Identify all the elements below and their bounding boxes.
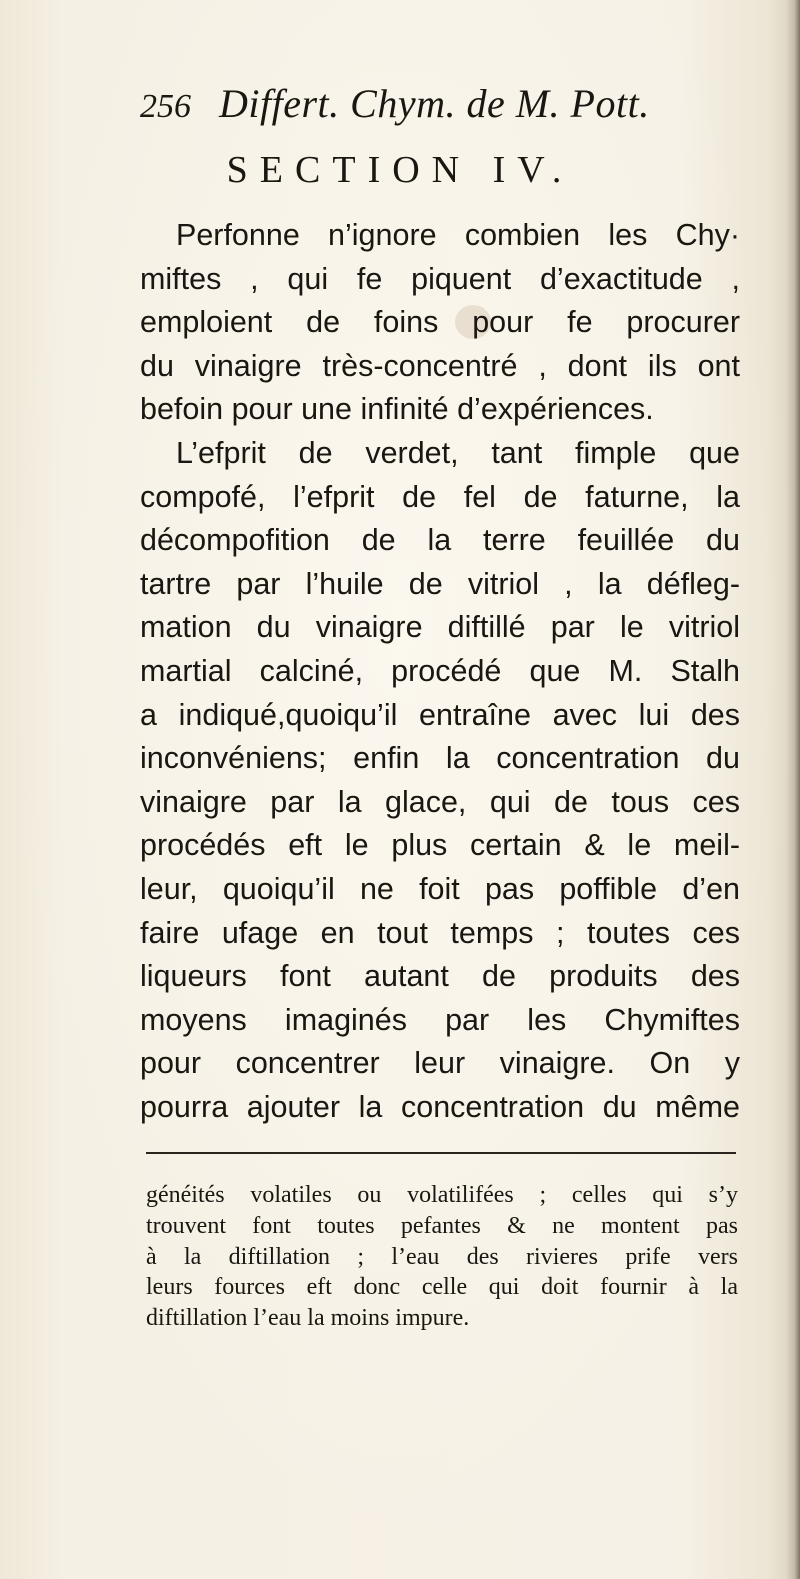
page-edge-shadow: [786, 0, 800, 1579]
body-line: faire ufage en tout temps ; toutes ces: [140, 915, 740, 950]
body-line: a indiqué,quoiqu’il entraîne avec lui des: [140, 697, 740, 732]
body-line: vinaigre par la glace, qui de tous ces: [140, 784, 740, 819]
body-line: moyens imaginés par les Chymiftes: [140, 1002, 740, 1037]
body-line: martial calciné, procédé que M. Stalh: [140, 653, 740, 688]
body-line: décompofition de la terre feuillée du: [140, 523, 740, 558]
footnote: [146, 1180, 738, 1334]
running-head: [140, 80, 750, 140]
footnote-line: trouvent font toutes pefantes & ne montent pas: [146, 1212, 738, 1239]
running-title: Differt. Chym. de M. Pott.: [219, 81, 650, 126]
body-line: Perfonne n’ignore combien les Chy·: [176, 218, 740, 252]
footnote-line: diftillation l’eau la moins impure.: [146, 1305, 470, 1332]
body-line: befoin pour une infinité d’expériences.: [140, 392, 654, 427]
body-line: leur, quoiqu’il ne foit pas poffible d’en: [140, 871, 740, 906]
body-text: [140, 214, 740, 1129]
footnote-line: leurs fources eft donc celle qui doit fournir à la: [146, 1274, 738, 1301]
body-line: procédés eft le plus certain & le meil-: [140, 828, 740, 863]
footnote-line: généités volatiles ou volatilifées ; celles qui s’y: [146, 1182, 738, 1208]
page-number: 256: [140, 88, 191, 125]
body-line: pour concentrer leur vinaigre. On y: [140, 1046, 740, 1081]
body-line: compofé, l’efprit de fel de faturne, la: [140, 479, 740, 514]
body-line: emploient de foins pour fe procurer: [140, 305, 740, 340]
body-line: miftes , qui fe piquent d’exactitude ,: [140, 261, 740, 296]
body-line: L’efprit de verdet, tant fimple que: [176, 435, 740, 470]
body-line: inconvéniens; enfin la concentration du: [140, 741, 740, 776]
body-line: du vinaigre très-concentré , dont ils ont: [140, 348, 740, 383]
section-heading: SECTION IV.: [226, 149, 574, 191]
footnote-rule: [146, 1152, 736, 1154]
body-line: tartre par l’huile de vitriol , la défleg-: [140, 566, 740, 601]
body-line: liqueurs font autant de produits des: [140, 959, 740, 994]
body-line: mation du vinaigre diftillé par le vitriol: [140, 610, 740, 645]
footnote-line: à la diftillation ; l’eau des rivieres prife vers: [146, 1243, 738, 1270]
body-line: pourra ajouter la concentration du même: [140, 1089, 740, 1124]
